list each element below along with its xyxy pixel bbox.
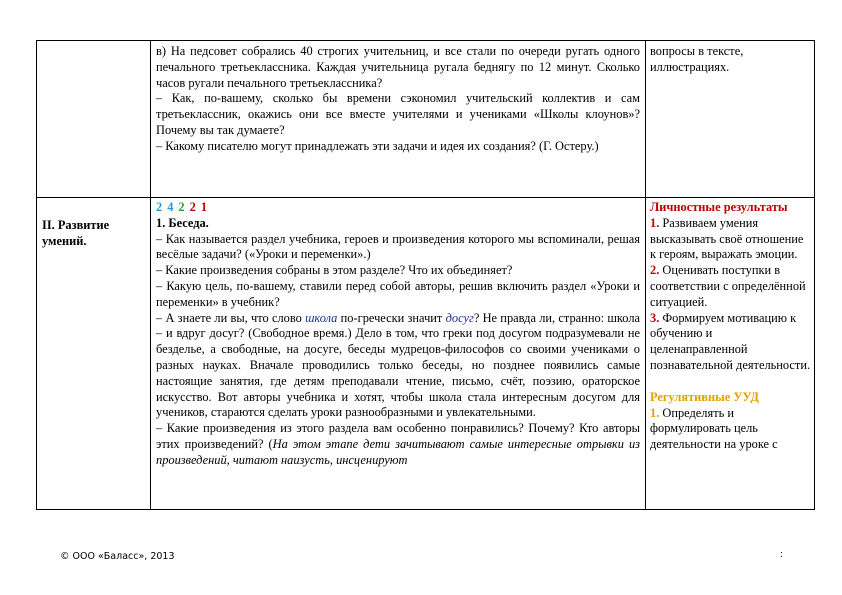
question-paragraph: – Как называется раздел учебника, героев и произведения которого мы вспоминали, решая весёлые задачи? («Уроки и переменки».)	[156, 231, 640, 262]
results-heading-personal: Личностные результаты	[650, 200, 788, 214]
question-paragraph: – Как, по-вашему, сколько бы времени сэкономил учительский коллектив и сам третьеклассник, окажись они все вместе учителями и учениками «Школы клоунов»? Почему вы так думаете?	[156, 91, 640, 137]
result-item-number: 3.	[650, 310, 660, 325]
text-span: – Какие произведения из этого раздела вам особенно понравились? Почему? Кто авторы этих произведений? (	[156, 421, 640, 451]
highlight-word: школа	[305, 310, 338, 325]
question-paragraph: – Какому писателю могут принадлежать эти задачи и идея их создания? (Г. Остеру.)	[156, 138, 599, 153]
rating-numbers	[156, 200, 640, 216]
table-border-top	[36, 40, 815, 41]
question-paragraph: – Какую цель, по-вашему, ставили перед собой авторы, решив включить раздел «Уроки и переменки» в учебник?	[156, 278, 640, 309]
row1-main-cell	[156, 44, 640, 155]
italic-note: На этом этапе дети зачитывают самые интересные отрывки из произведений, читают наизусть, инсценируют	[156, 436, 640, 467]
table-border-right	[814, 40, 815, 510]
result-item-text: Формируем мотивацию к обучению и целенаправленной познавательной деятельности.	[650, 310, 811, 372]
row2-main-cell	[156, 200, 640, 508]
regulatory-results-list	[650, 406, 812, 453]
column-divider-1	[150, 40, 151, 510]
result-item-number: 2.	[650, 263, 660, 278]
result-item-number: 1.	[650, 215, 660, 230]
results-text: вопросы в тексте, иллюстрациях.	[650, 44, 744, 74]
highlight-word: досуг	[445, 310, 474, 325]
result-item-number: 1.	[650, 405, 660, 420]
rating-digit: 2	[189, 200, 196, 214]
personal-results-list	[650, 216, 812, 374]
row2-right-cell	[650, 200, 812, 508]
result-item-text: Определять и формулировать цель деятельности на уроке с	[650, 405, 778, 452]
result-item	[650, 263, 812, 310]
text-span: – А знаете ли вы, что слово	[156, 310, 306, 325]
question-paragraph: – Какие произведения собраны в этом разделе? Что их объединяет?	[156, 263, 513, 278]
rating-digit: 2	[178, 200, 185, 214]
result-item-text: Развиваем умения высказывать своё отношение к героям, выражать эмоции.	[650, 215, 804, 262]
result-item	[650, 406, 812, 453]
rating-digit: 2	[156, 200, 163, 214]
explanation-paragraph	[156, 311, 640, 422]
result-item-text: Оценивать поступки в соответствии с определённой ситуацией.	[650, 263, 806, 309]
row1-right-cell	[650, 44, 810, 76]
lesson-table	[36, 40, 815, 510]
section-heading: 1. Беседа.	[156, 215, 209, 230]
text-span: ? Не правда ли, странно: школа – и вдруг досуг? (Свободное время.) Дело в том, что греки под досугом подразумевали не безделье, а свободные, на досуге, беседы мудрецов-философов со своими учениками о разных науках. Вначале проводились только беседы, но позднее появились самые настоящие занятия, где детям преподавали чтение, письмо, счёт, поэзию, ораторское искусство. Вот авторы учебника и хотят, чтобы школа стала интересным досугом для учеников, стараются сделать уроки разнообразными и увлекательными.	[156, 310, 640, 420]
copyright-footer: © ООО «Баласс», 2013	[60, 551, 175, 562]
rating-digit: 4	[167, 200, 174, 214]
stage-title: II. Развитие умений.	[42, 218, 110, 248]
page-mark: :	[780, 549, 783, 560]
results-heading-regulatory: Регулятивные УУД	[650, 389, 759, 404]
column-divider-2	[645, 40, 646, 510]
row-divider	[36, 197, 815, 198]
table-border-bottom	[36, 509, 815, 510]
rating-digit: 1	[200, 200, 208, 214]
result-item	[650, 311, 812, 374]
text-span: по-гречески значит	[337, 310, 446, 325]
question-paragraph	[156, 421, 640, 468]
table-border-left	[36, 40, 37, 510]
task-paragraph: в) На педсовет собрались 40 строгих учительниц, и все стали по очереди ругать одного печального третьеклассника. Каждая учительница ругала беднягу по 12 минут. Сколько часов ругали печального третьеклассника?	[156, 44, 640, 90]
result-item	[650, 216, 812, 263]
stage-cell	[42, 218, 146, 250]
